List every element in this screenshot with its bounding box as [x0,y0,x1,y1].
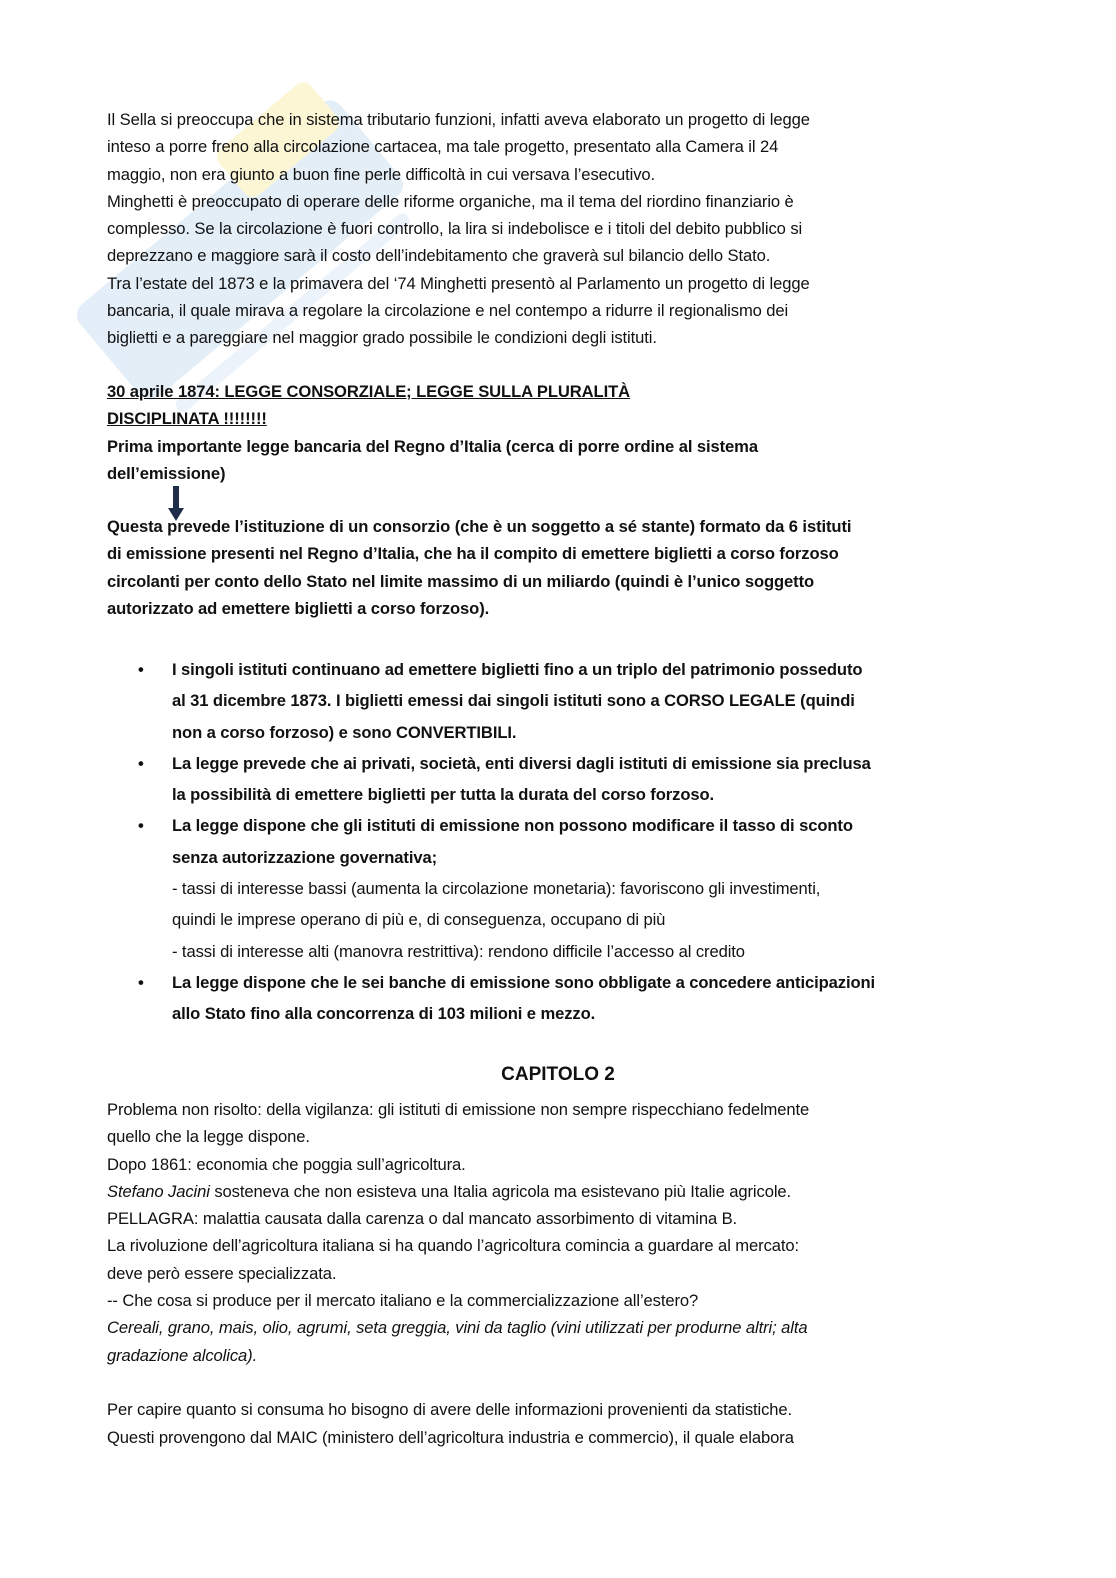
text-line [107,188,810,215]
bullet-item [138,967,876,1030]
text-line [172,654,875,685]
text-line [172,873,875,904]
text-line [107,378,758,405]
text-line [107,1260,809,1287]
text-segment: PELLAGRA: malattia causata dalla carenza o dal mancato assorbimento di vitamina B. [107,1209,738,1229]
text-segment: maggio, non era giunto a buon fine perle difficoltà in cui versava l’esecutivo. [107,164,656,184]
text-segment: senza autorizzazione governativa; [172,847,438,867]
text-segment: I singoli istituti continuano ad emettere biglietti fino a un triplo del patrimonio posseduto [172,660,863,679]
text-segment: - tassi di interesse alti (manovra restrittiva): rendono difficile l’accesso al credito [172,941,745,961]
chapter-title: CAPITOLO 2 [501,1064,615,1085]
text-line [107,1123,809,1150]
text-segment: Il Sella si preoccupa che in sistema tributario funzioni, infatti aveva elaborato un progetto di legge [107,110,810,129]
text-segment: Questa prevede l’istituzione di un consorzio (che è un soggetto a sé stante) formato da 6 istituti [107,517,852,536]
text-segment: Minghetti è preoccupato di operare delle riforme organiche, ma il tema del riordino finanziario è [107,191,794,211]
text-segment: La rivoluzione dell’agricoltura italiana si ha quando l’agricoltura comincia a guardare al mercato: [107,1236,800,1256]
text-segment: Cereali, grano, mais, olio, agrumi, seta greggia, vini da taglio (vini utilizzati per produrne altri; alta [107,1318,808,1338]
text-segment: Problema non risolto: della vigilanza: gli istituti di emissione non sempre rispecchiano fedelmente [107,1100,810,1119]
text-line [172,779,875,810]
text-line [107,1342,809,1369]
text-line [107,513,851,540]
text-line [107,568,851,595]
text-segment: Tra l’estate del 1873 e la primavera del ‘74 Minghetti presentò al Parlamento un progetto di legge [107,273,810,293]
text-segment: dell’emissione) [107,463,226,483]
text-line [107,133,810,160]
bullet-list [138,654,876,1030]
bullet-icon: • [138,816,144,836]
text-segment: quello che la legge dispone. [107,1127,310,1147]
chapter-paragraph [107,1096,809,1451]
text-segment: La legge dispone che le sei banche di emissione sono obbligate a concedere anticipazioni [172,972,876,992]
text-line [107,270,810,297]
text-segment: Stefano Jacini [107,1181,210,1201]
text-line [107,161,810,188]
text-segment: Prima importante legge bancaria del Regno d’Italia (cerca di porre ordine al sistema [107,436,758,456]
text-line [172,748,875,779]
text-segment: complesso. Se la circolazione è fuori controllo, la lira si indebolisce e i titoli del debito pubblico si [107,219,803,239]
intro-paragraph [107,106,810,352]
text-segment: inteso a porre freno alla circolazione cartacea, ma tale progetto, presentato alla Camera il 24 [107,137,779,157]
text-line [107,1096,809,1123]
text-line [107,1424,809,1451]
text-line [107,1314,809,1341]
text-segment: allo Stato fino alla concorrenza di 103 milioni e mezzo. [172,1004,596,1024]
text-segment: bancaria, il quale mirava a regolare la circolazione e nel contempo a ridurre il regionalismo dei [107,301,789,321]
text-line [172,936,875,967]
law-heading [107,378,758,487]
text-line [107,1178,809,1205]
text-segment: biglietti e a pareggiare nel maggior grado possibile le condizioni degli istituti. [107,328,657,348]
text-segment: La legge dispone che gli istituti di emissione non possono modificare il tasso di sconto [172,816,853,836]
text-line [172,717,875,748]
text-segment: la possibilità di emettere biglietti per tutta la durata del corso forzoso. [172,785,715,805]
text-line [107,595,851,622]
text-segment: sosteneva che non esisteva una Italia agricola ma esistevano più Italie agricole. [209,1181,792,1201]
text-line [107,106,810,133]
text-segment: 30 aprile 1874: LEGGE CONSORZIALE; LEGGE SULLA PLURALITÀ [107,382,631,401]
text-line [172,998,875,1029]
text-line [107,215,810,242]
text-line [107,540,851,567]
bullet-icon: • [138,753,144,773]
text-line [107,324,810,351]
text-segment: deve però essere specializzata. [107,1263,337,1283]
text-line [107,1232,809,1259]
bullet-icon: • [138,660,144,679]
bullet-item [138,810,875,966]
text-segment: DISCIPLINATA !!!!!!!! [107,409,267,429]
text-segment: Questi provengono dal MAIC (ministero dell’agricoltura industria e commercio), il quale elabora [107,1427,794,1447]
text-segment: di emissione presenti nel Regno d’Italia, che ha il compito di emettere biglietti a corso forzoso [107,544,839,564]
bullet-item [138,748,875,811]
text-line [172,810,875,841]
consorzio-paragraph [107,513,851,622]
text-line [172,685,875,716]
text-segment: - tassi di interesse bassi (aumenta la circolazione monetaria): favoriscono gli investimenti, [172,879,821,899]
text-segment: -- Che cosa si produce per il mercato italiano e la commercializzazione all’estero? [107,1291,699,1311]
text-segment: al 31 dicembre 1873. I biglietti emessi dai singoli istituti sono a CORSO LEGALE (quindi [172,691,855,711]
text-line [107,242,810,269]
text-segment: Per capire quanto si consuma ho bisogno di avere delle informazioni provenienti da statistiche. [107,1400,793,1420]
text-line [172,904,875,935]
bullet-icon: • [138,972,144,992]
text-segment: gradazione alcolica). [107,1345,258,1365]
bullet-item [138,654,875,748]
text-segment: La legge prevede che ai privati, società, enti diversi dagli istituti di emissione sia preclusa [172,753,871,773]
text-line [172,842,875,873]
text-line [107,1369,809,1396]
text-line [172,967,875,998]
text-line [107,433,758,460]
text-line [107,1396,809,1423]
text-segment: autorizzato ad emettere biglietti a corso forzoso). [107,598,490,618]
text-line [107,1205,809,1232]
text-segment: deprezzano e maggiore sarà il costo dell’indebitamento che graverà sul bilancio dello Stato. [107,246,771,266]
text-segment: quindi le imprese operano di più e, di conseguenza, occupano di più [172,910,666,930]
text-segment: Dopo 1861: economia che poggia sull’agricoltura. [107,1154,466,1174]
text-line [107,1151,809,1178]
text-line [107,460,758,487]
text-line [107,1287,809,1314]
text-segment: non a corso forzoso) e sono CONVERTIBILI. [172,722,517,742]
text-line [107,297,810,324]
text-line [107,405,758,432]
text-segment: circolanti per conto dello Stato nel limite massimo di un miliardo (quindi è l’unico soggetto [107,571,815,591]
